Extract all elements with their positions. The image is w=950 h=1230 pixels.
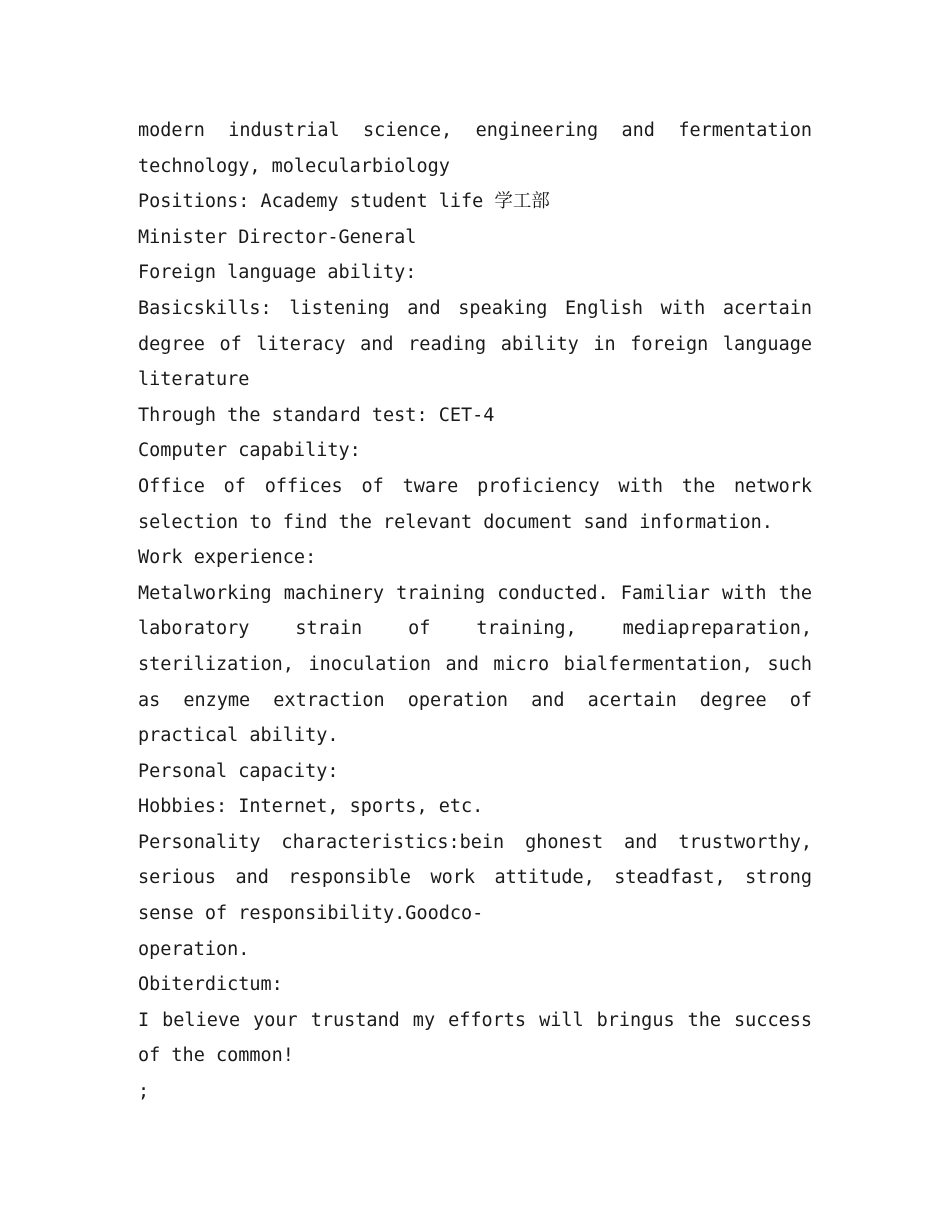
paragraph-minister: Minister Director-General bbox=[138, 226, 417, 248]
heading-personal-capacity: Personal capacity: bbox=[138, 760, 339, 782]
paragraph-basic-skills: Basicskills: listening and speaking English with acertain degree of literacy and reading ability in foreign language literature bbox=[138, 297, 812, 391]
paragraph-standard-test: Through the standard test: CET-4 bbox=[138, 404, 495, 426]
paragraph-personality: Personality characteristics:bein ghonest and trustworthy, serious and responsible work attitude, steadfast, strong sense of responsibility.Goodco- bbox=[138, 831, 812, 925]
paragraph-work-experience: Metalworking machinery training conducted. Familiar with the laboratory strain of training, mediapreparation, sterilization, inoculation and micro bialfermentation, such as enzyme extraction operation and acertain degree of practical ability. bbox=[138, 582, 812, 747]
paragraph-semicolon: ; bbox=[138, 1081, 150, 1103]
paragraph-hobbies: Hobbies: Internet, sports, etc. bbox=[138, 796, 484, 818]
heading-obiter-dictum: Obiterdictum: bbox=[138, 974, 283, 996]
paragraph-office-proficiency: Office of offices of tware proficiency with the network selection to find the relevant document sand information. bbox=[138, 475, 812, 533]
document-body bbox=[138, 113, 812, 1110]
paragraph-fields-of-study: modern industrial science, engineering and fermentation technology, molecularbiology bbox=[138, 120, 812, 177]
heading-work-experience: Work experience: bbox=[138, 547, 317, 569]
paragraph-closing-statement: I believe your trustand my efforts will bringus the success of the common! bbox=[138, 1009, 812, 1067]
paragraph-positions: Positions: Academy student life 学工部 bbox=[138, 191, 550, 213]
heading-computer-capability: Computer capability: bbox=[138, 440, 361, 462]
paragraph-cooperation: operation. bbox=[138, 938, 250, 960]
heading-foreign-language: Foreign language ability: bbox=[138, 262, 417, 284]
